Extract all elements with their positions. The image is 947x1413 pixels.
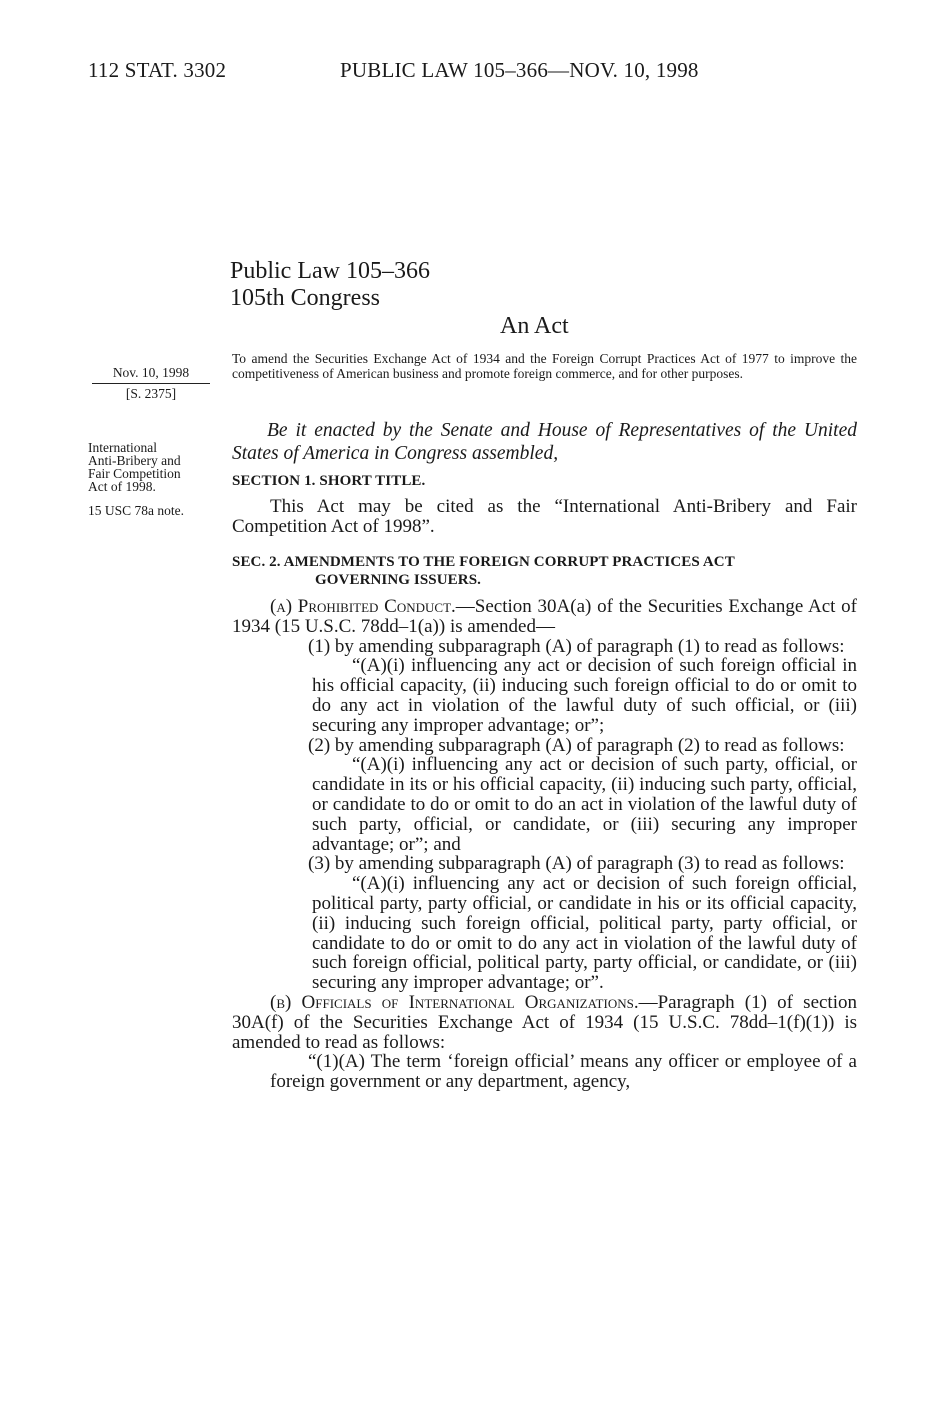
- section-2-body: [232, 597, 857, 1092]
- an-act-heading: An Act: [500, 313, 569, 339]
- quoted-text-3: “(A)(i) influencing any act or decision of such foreign official, political party, party official, or candidate in his or its official capacity, (ii) inducing such foreign official, political party, party official, or candidate to do or omit to do any act in violation of the lawful duty of such foreign official, political party, party official, or candidate, or (iii) securing any improper advantage; or”.: [312, 873, 857, 994]
- section-1-heading: SECTION 1. SHORT TITLE.: [232, 473, 426, 489]
- margin-short-title-line: International: [88, 440, 157, 455]
- law-title-block: [230, 258, 430, 312]
- paragraph-item-2: (2) by amending subparagraph (A) of paragraph (2) to read as follows:: [308, 734, 845, 756]
- margin-date-block: [92, 365, 210, 402]
- congress-number: 105th Congress: [230, 285, 380, 311]
- quoted-definition: “(1)(A) The term ‘foreign official’ means any officer or employee of a foreign government or any department, agency,: [270, 1051, 857, 1093]
- section-1-text: This Act may be cited as the “International Anti-Bribery and Fair Competition Act of 1998”.: [232, 496, 857, 537]
- page-header-stat: 112 STAT. 3302: [88, 58, 227, 82]
- margin-short-title-line: Fair Competition: [88, 466, 181, 481]
- margin-short-title-line: Anti-Bribery and: [88, 453, 181, 468]
- subsection-a: [232, 597, 857, 637]
- paragraph-item-3: (3) by amending subparagraph (A) of paragraph (3) to read as follows:: [308, 853, 845, 875]
- subsection-b-text: —Paragraph (1) of section 30A(f) of the Securities Exchange Act of 1934 (15 U.S.C. 78dd–1(f)(1)) is amended to read as follows:: [232, 991, 857, 1053]
- quoted-text-1: “(A)(i) influencing any act or decision of such foreign official in his official capacity, (ii) inducing such foreign official to do or omit to do any act in violation of the lawful duty of such official, or (iii) securing any improper advantage; or”;: [312, 655, 857, 736]
- section-2-heading: [232, 553, 857, 589]
- margin-date: Nov. 10, 1998: [92, 365, 210, 384]
- margin-usc-note: 15 USC 78a note.: [88, 503, 184, 518]
- section-2-heading-line1: SEC. 2. AMENDMENTS TO THE FOREIGN CORRUPT PRACTICES ACT: [232, 554, 735, 570]
- public-law-number: Public Law 105–366: [230, 258, 430, 284]
- margin-short-title: [88, 441, 213, 493]
- section-2-heading-line2: GOVERNING ISSUERS.: [315, 572, 482, 588]
- margin-bill-number: [S. 2375]: [125, 386, 177, 401]
- subsection-b-heading: (b) Officials of International Organizations.: [270, 991, 639, 1013]
- subsection-a-text: —Section 30A(a) of the Securities Exchange Act of 1934 (15 U.S.C. 78dd–1(a)) is amended—: [232, 596, 857, 637]
- quoted-text-2: “(A)(i) influencing any act or decision of such party, official, or candidate in its or his official capacity, (ii) inducing such party, official, or candidate to do or omit to do an act in violation of the lawful duty of such party, official, or candidate, or (iii) securing any improper advantage; or”; and: [312, 754, 857, 855]
- act-purpose: To amend the Securities Exchange Act of 1934 and the Foreign Corrupt Practices Act of 1977 to improve the competitiveness of American business and promote foreign commerce, and for other purposes.: [232, 351, 857, 381]
- subsection-b: [232, 993, 857, 1052]
- page-header-law: PUBLIC LAW 105–366—NOV. 10, 1998: [340, 58, 699, 82]
- paragraph-item-1: (1) by amending subparagraph (A) of paragraph (1) to read as follows:: [308, 635, 845, 657]
- enacting-clause: Be it enacted by the Senate and House of Representatives of the United States of America in Congress assembled,: [232, 420, 857, 464]
- margin-short-title-line: Act of 1998.: [88, 479, 156, 494]
- subsection-a-heading: (a) Prohibited Conduct.: [270, 596, 456, 617]
